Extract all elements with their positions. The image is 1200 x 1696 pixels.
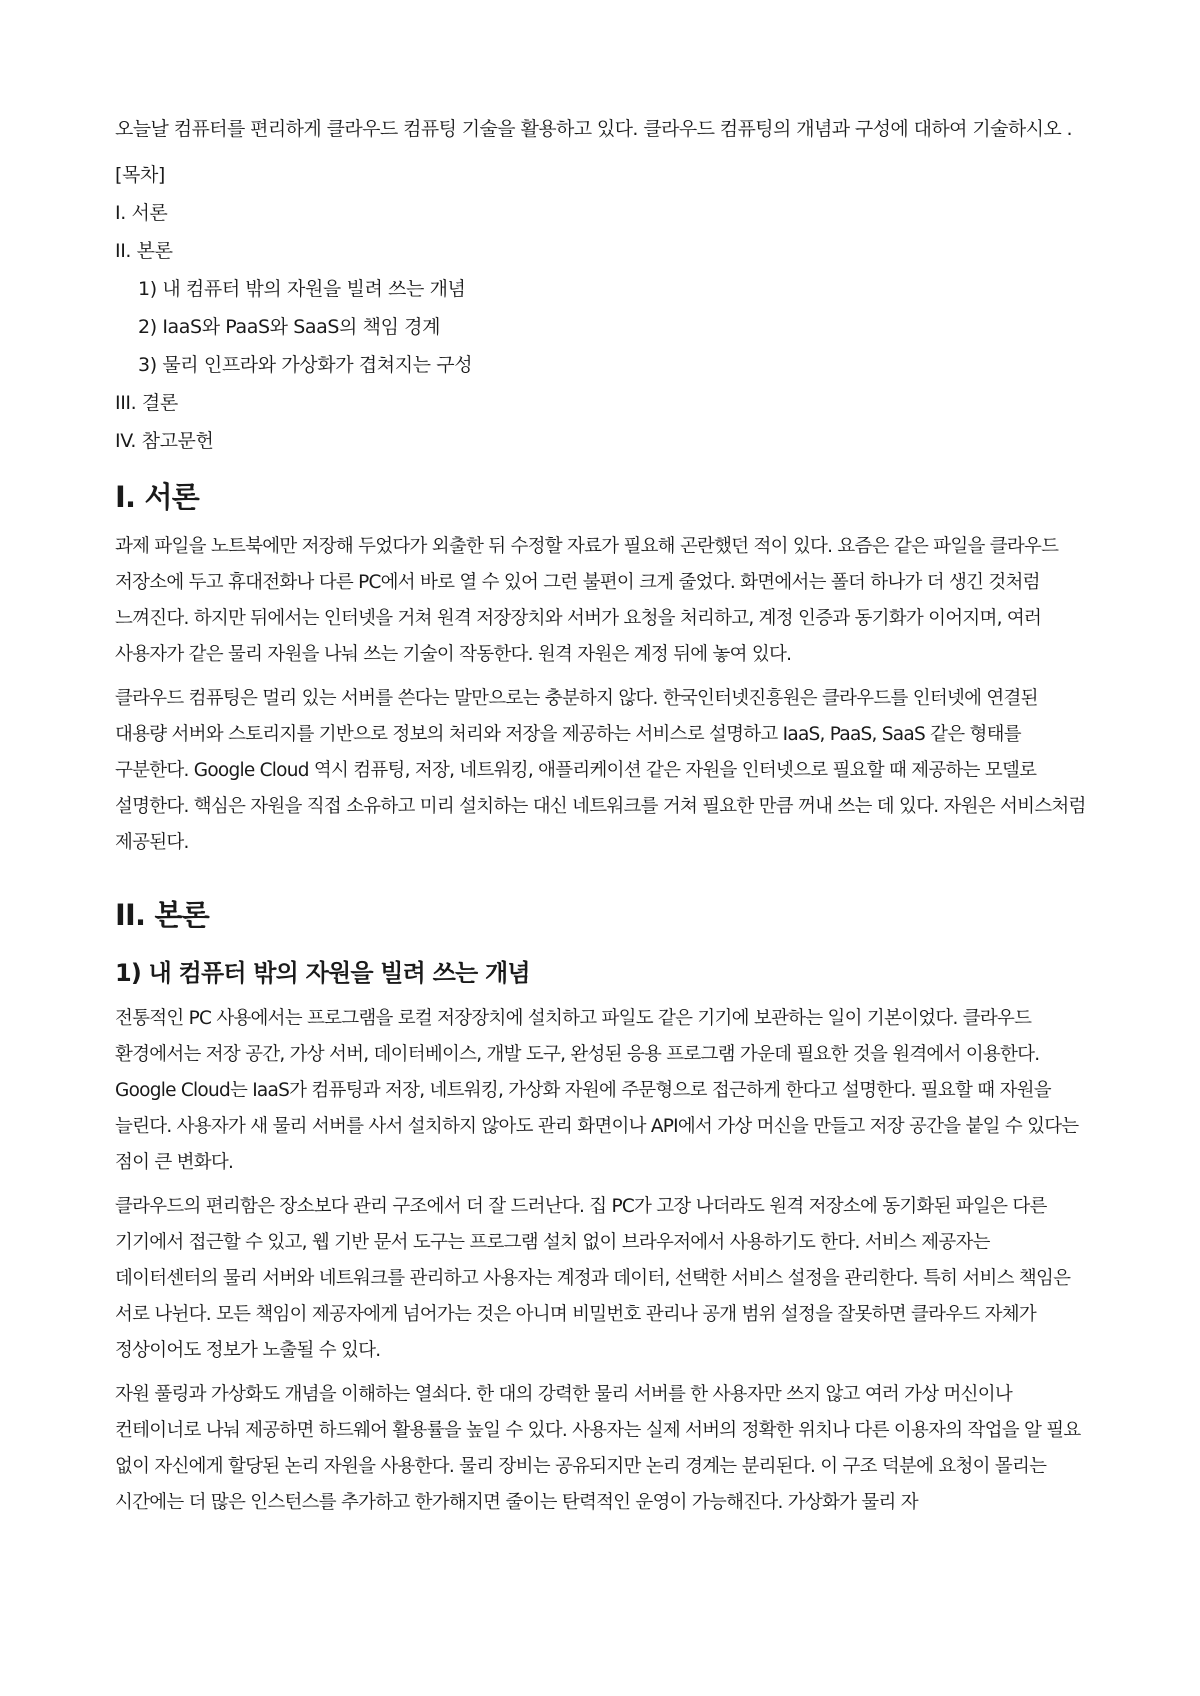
toc-item-body-2: 2) IaaS와 PaaS와 SaaS의 책임 경계 — [138, 316, 441, 338]
toc-item-body-3: 3) 물리 인프라와 가상화가 겹쳐지는 구성 — [138, 354, 473, 376]
toc-item-references: IV. 참고문헌 — [115, 430, 214, 452]
body-paragraph: 전통적인 PC 사용에서는 프로그램을 로컬 저장장치에 설치하고 파일도 같은 기기에 보관하는 일이 기본이었다. 클라우드 환경에서는 저장 공간, 가상 서버, 데이터베이스, 개발 도구, 완성된 응용 프로그램 가운데 필요한 것을 원격에서 이용한다. Google Cloud는 IaaS가 컴퓨팅과 저장, 네트워킹, 가상화 자원에 주문형으로 접근하게 한다고 설명한다. 필요할 때 자원을 늘린다. 사용자가 새 물리 서버를 사서 설치하지 않아도 관리 화면이나 API에서 가상 머신을 만들고 저장 공간을 붙일 수 있다는 점이 큰 변화다. — [115, 1008, 1079, 1173]
intro-paragraph: 과제 파일을 노트북에만 저장해 두었다가 외출한 뒤 수정할 자료가 필요해 곤란했던 적이 있다. 요즘은 같은 파일을 클라우드 저장소에 두고 휴대전화나 다른 PC에서 바로 열 수 있어 그런 불편이 크게 줄었다. 화면에서는 폴더 하나가 더 생긴 것처럼 느껴진다. 하지만 뒤에서는 인터넷을 거쳐 원격 저장장치와 서버가 요청을 처리하고, 계정 인증과 동기화가 이어지며, 여러 사용자가 같은 물리 자원을 나눠 쓰는 기술이 작동한다. 원격 자원은 계정 뒤에 놓여 있다. — [115, 536, 1059, 665]
question-prompt: 오늘날 컴퓨터를 편리하게 클라우드 컴퓨팅 기술을 활용하고 있다. 클라우드 컴퓨팅의 개념과 구성에 대하여 기술하시오 . — [115, 118, 1072, 140]
toc-item-intro: I. 서론 — [115, 202, 168, 224]
toc-item-body-1: 1) 내 컴퓨터 밖의 자원을 빌려 쓰는 개념 — [138, 278, 466, 300]
toc-item-body: II. 본론 — [115, 240, 173, 262]
table-of-contents — [115, 161, 1088, 455]
intro-paragraph: 클라우드 컴퓨팅은 멀리 있는 서버를 쓴다는 말만으로는 충분하지 않다. 한국인터넷진흥원은 클라우드를 인터넷에 연결된 대용량 서버와 스토리지를 기반으로 정보의 처리와 저장을 제공하는 서비스로 설명하고 IaaS, PaaS, SaaS 같은 형태를 구분한다. Google Cloud 역시 컴퓨팅, 저장, 네트워킹, 애플리케이션 같은 자원을 인터넷으로 필요할 때 제공하는 모델로 설명한다. 핵심은 자원을 직접 소유하고 미리 설치하는 대신 네트워크를 거쳐 필요한 만큼 꺼내 쓰는 데 있다. 자원은 서비스처럼 제공된다. — [115, 688, 1086, 853]
section-heading-intro: I. 서론 — [115, 480, 199, 514]
toc-title: [목차] — [115, 164, 165, 186]
toc-item-conclusion: III. 결론 — [115, 392, 178, 414]
section-heading-body: II. 본론 — [115, 898, 209, 932]
body-paragraph: 자원 풀링과 가상화도 개념을 이해하는 열쇠다. 한 대의 강력한 물리 서버를 한 사용자만 쓰지 않고 여러 가상 머신이나 컨테이너로 나눠 제공하면 하드웨어 활용률을 높일 수 있다. 사용자는 실제 서버의 정확한 위치나 다른 이용자의 작업을 알 필요 없이 자신에게 할당된 논리 자원을 사용한다. 물리 장비는 공유되지만 논리 경계는 분리된다. 이 구조 덕분에 요청이 몰리는 시간에는 더 많은 인스턴스를 추가하고 한가해지면 줄이는 탄력적인 운영이 가능해진다. 가상화가 물리 자 — [115, 1384, 1081, 1513]
body-paragraph: 클라우드의 편리함은 장소보다 관리 구조에서 더 잘 드러난다. 집 PC가 고장 나더라도 원격 저장소에 동기화된 파일은 다른 기기에서 접근할 수 있고, 웹 기반 문서 도구는 프로그램 설치 없이 브라우저에서 사용하기도 한다. 서비스 제공자는 데이터센터의 물리 서버와 네트워크를 관리하고 사용자는 계정과 데이터, 선택한 서비스 설정을 관리한다. 특히 서비스 책임은 서로 나뉜다. 모든 책임이 제공자에게 넘어가는 것은 아니며 비밀번호 관리나 공개 범위 설정을 잘못하면 클라우드 자체가 정상이어도 정보가 노출될 수 있다. — [115, 1196, 1071, 1361]
subsection-heading-1: 1) 내 컴퓨터 밖의 자원을 빌려 쓰는 개념 — [115, 959, 530, 987]
